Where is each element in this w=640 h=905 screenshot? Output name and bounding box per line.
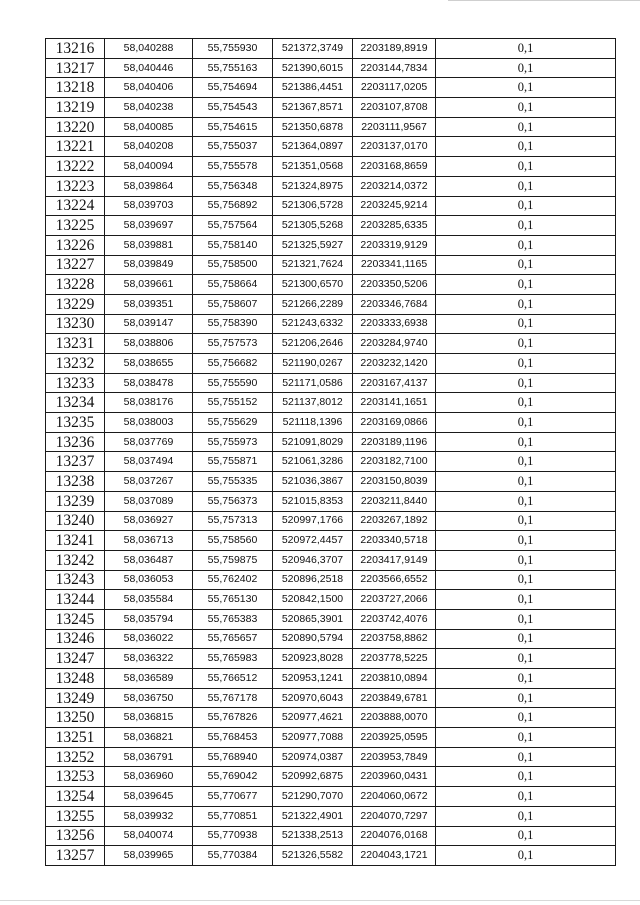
y-coordinate-cell: 2203888,0070 <box>353 708 436 728</box>
point-id-cell: 13237 <box>46 452 105 472</box>
latitude-cell: 58,037494 <box>105 452 193 472</box>
y-coordinate-cell: 2203727,2066 <box>353 590 436 610</box>
latitude-cell: 58,036589 <box>105 669 193 689</box>
x-coordinate-cell: 521325,5927 <box>273 235 353 255</box>
accuracy-cell: 0,1 <box>436 747 616 767</box>
point-id-cell: 13249 <box>46 688 105 708</box>
point-id-cell: 13246 <box>46 629 105 649</box>
y-coordinate-cell: 2203232,1420 <box>353 354 436 374</box>
accuracy-cell: 0,1 <box>436 255 616 275</box>
x-coordinate-cell: 521324,8975 <box>273 176 353 196</box>
accuracy-cell: 0,1 <box>436 98 616 118</box>
longitude-cell: 55,756892 <box>193 196 273 216</box>
longitude-cell: 55,755590 <box>193 373 273 393</box>
y-coordinate-cell: 2203742,4076 <box>353 609 436 629</box>
point-id-cell: 13241 <box>46 531 105 551</box>
point-id-cell: 13235 <box>46 413 105 433</box>
accuracy-cell: 0,1 <box>436 78 616 98</box>
accuracy-cell: 0,1 <box>436 846 616 866</box>
longitude-cell: 55,770384 <box>193 846 273 866</box>
accuracy-cell: 0,1 <box>436 176 616 196</box>
latitude-cell: 58,040074 <box>105 826 193 846</box>
y-coordinate-cell: 2203107,8708 <box>353 98 436 118</box>
point-id-cell: 13221 <box>46 137 105 157</box>
x-coordinate-cell: 521350,6878 <box>273 117 353 137</box>
longitude-cell: 55,755629 <box>193 413 273 433</box>
y-coordinate-cell: 2203953,7849 <box>353 747 436 767</box>
x-coordinate-cell: 521118,1396 <box>273 413 353 433</box>
longitude-cell: 55,765383 <box>193 609 273 629</box>
table-row <box>46 255 616 275</box>
latitude-cell: 58,038176 <box>105 393 193 413</box>
latitude-cell: 58,036791 <box>105 747 193 767</box>
x-coordinate-cell: 521300,6570 <box>273 275 353 295</box>
longitude-cell: 55,756373 <box>193 491 273 511</box>
point-id-cell: 13250 <box>46 708 105 728</box>
table-row <box>46 708 616 728</box>
accuracy-cell: 0,1 <box>436 413 616 433</box>
bottom-edge-line <box>0 900 640 901</box>
accuracy-cell: 0,1 <box>436 728 616 748</box>
latitude-cell: 58,039703 <box>105 196 193 216</box>
longitude-cell: 55,758664 <box>193 275 273 295</box>
point-id-cell: 13226 <box>46 235 105 255</box>
longitude-cell: 55,757313 <box>193 511 273 531</box>
y-coordinate-cell: 2203117,0205 <box>353 78 436 98</box>
table-row <box>46 137 616 157</box>
point-id-cell: 13242 <box>46 550 105 570</box>
longitude-cell: 55,766512 <box>193 669 273 689</box>
y-coordinate-cell: 2203284,9740 <box>353 334 436 354</box>
point-id-cell: 13239 <box>46 491 105 511</box>
y-coordinate-cell: 2203810,0894 <box>353 669 436 689</box>
accuracy-cell: 0,1 <box>436 531 616 551</box>
y-coordinate-cell: 2203566,6552 <box>353 570 436 590</box>
latitude-cell: 58,037769 <box>105 432 193 452</box>
latitude-cell: 58,040288 <box>105 39 193 59</box>
longitude-cell: 55,755335 <box>193 472 273 492</box>
x-coordinate-cell: 520972,4457 <box>273 531 353 551</box>
point-id-cell: 13228 <box>46 275 105 295</box>
longitude-cell: 55,758607 <box>193 294 273 314</box>
y-coordinate-cell: 2203168,8659 <box>353 157 436 177</box>
table-row <box>46 452 616 472</box>
x-coordinate-cell: 521338,2513 <box>273 826 353 846</box>
table-row <box>46 235 616 255</box>
longitude-cell: 55,765130 <box>193 590 273 610</box>
x-coordinate-cell: 521061,3286 <box>273 452 353 472</box>
latitude-cell: 58,038655 <box>105 354 193 374</box>
longitude-cell: 55,755037 <box>193 137 273 157</box>
y-coordinate-cell: 2203925,0595 <box>353 728 436 748</box>
x-coordinate-cell: 521322,4901 <box>273 806 353 826</box>
point-id-cell: 13247 <box>46 649 105 669</box>
x-coordinate-cell: 521266,2289 <box>273 294 353 314</box>
point-id-cell: 13225 <box>46 216 105 236</box>
latitude-cell: 58,036053 <box>105 570 193 590</box>
accuracy-cell: 0,1 <box>436 491 616 511</box>
latitude-cell: 58,040406 <box>105 78 193 98</box>
latitude-cell: 58,039645 <box>105 787 193 807</box>
latitude-cell: 58,040094 <box>105 157 193 177</box>
table-row <box>46 570 616 590</box>
x-coordinate-cell: 521305,5268 <box>273 216 353 236</box>
longitude-cell: 55,756348 <box>193 176 273 196</box>
table-row <box>46 806 616 826</box>
y-coordinate-cell: 2203960,0431 <box>353 767 436 787</box>
accuracy-cell: 0,1 <box>436 39 616 59</box>
table-row <box>46 669 616 689</box>
point-id-cell: 13243 <box>46 570 105 590</box>
y-coordinate-cell: 2203778,5225 <box>353 649 436 669</box>
accuracy-cell: 0,1 <box>436 767 616 787</box>
x-coordinate-cell: 521290,7070 <box>273 787 353 807</box>
x-coordinate-cell: 521367,8571 <box>273 98 353 118</box>
point-id-cell: 13245 <box>46 609 105 629</box>
longitude-cell: 55,758500 <box>193 255 273 275</box>
table-row <box>46 98 616 118</box>
x-coordinate-cell: 520953,1241 <box>273 669 353 689</box>
longitude-cell: 55,756682 <box>193 354 273 374</box>
y-coordinate-cell: 2203849,6781 <box>353 688 436 708</box>
y-coordinate-cell: 2203245,9214 <box>353 196 436 216</box>
table-row <box>46 826 616 846</box>
table-row <box>46 413 616 433</box>
accuracy-cell: 0,1 <box>436 294 616 314</box>
point-id-cell: 13256 <box>46 826 105 846</box>
accuracy-cell: 0,1 <box>436 629 616 649</box>
y-coordinate-cell: 2203285,6335 <box>353 216 436 236</box>
table-row <box>46 294 616 314</box>
table-row <box>46 688 616 708</box>
table-row <box>46 314 616 334</box>
longitude-cell: 55,758390 <box>193 314 273 334</box>
x-coordinate-cell: 521137,8012 <box>273 393 353 413</box>
latitude-cell: 58,036750 <box>105 688 193 708</box>
table-row <box>46 334 616 354</box>
x-coordinate-cell: 521372,3749 <box>273 39 353 59</box>
table-row <box>46 787 616 807</box>
table-row <box>46 846 616 866</box>
point-id-cell: 13232 <box>46 354 105 374</box>
point-id-cell: 13248 <box>46 669 105 689</box>
y-coordinate-cell: 2204070,7297 <box>353 806 436 826</box>
accuracy-cell: 0,1 <box>436 590 616 610</box>
point-id-cell: 13233 <box>46 373 105 393</box>
latitude-cell: 58,036322 <box>105 649 193 669</box>
table-row <box>46 432 616 452</box>
accuracy-cell: 0,1 <box>436 472 616 492</box>
x-coordinate-cell: 520896,2518 <box>273 570 353 590</box>
latitude-cell: 58,039697 <box>105 216 193 236</box>
longitude-cell: 55,767826 <box>193 708 273 728</box>
accuracy-cell: 0,1 <box>436 354 616 374</box>
y-coordinate-cell: 2203144,7834 <box>353 58 436 78</box>
longitude-cell: 55,768453 <box>193 728 273 748</box>
y-coordinate-cell: 2203319,9129 <box>353 235 436 255</box>
table-row <box>46 78 616 98</box>
longitude-cell: 55,758140 <box>193 235 273 255</box>
y-coordinate-cell: 2203182,7100 <box>353 452 436 472</box>
y-coordinate-cell: 2203169,0866 <box>353 413 436 433</box>
latitude-cell: 58,038003 <box>105 413 193 433</box>
y-coordinate-cell: 2203189,8919 <box>353 39 436 59</box>
table-row <box>46 117 616 137</box>
accuracy-cell: 0,1 <box>436 826 616 846</box>
longitude-cell: 55,755871 <box>193 452 273 472</box>
y-coordinate-cell: 2203340,5718 <box>353 531 436 551</box>
x-coordinate-cell: 521171,0586 <box>273 373 353 393</box>
y-coordinate-cell: 2203267,1892 <box>353 511 436 531</box>
point-id-cell: 13253 <box>46 767 105 787</box>
y-coordinate-cell: 2203346,7684 <box>353 294 436 314</box>
longitude-cell: 55,754615 <box>193 117 273 137</box>
y-coordinate-cell: 2203333,6938 <box>353 314 436 334</box>
latitude-cell: 58,039147 <box>105 314 193 334</box>
longitude-cell: 55,768940 <box>193 747 273 767</box>
latitude-cell: 58,036713 <box>105 531 193 551</box>
point-id-cell: 13236 <box>46 432 105 452</box>
x-coordinate-cell: 520946,3707 <box>273 550 353 570</box>
latitude-cell: 58,039661 <box>105 275 193 295</box>
x-coordinate-cell: 521321,7624 <box>273 255 353 275</box>
table-row <box>46 550 616 570</box>
latitude-cell: 58,036022 <box>105 629 193 649</box>
latitude-cell: 58,039849 <box>105 255 193 275</box>
point-id-cell: 13238 <box>46 472 105 492</box>
longitude-cell: 55,769042 <box>193 767 273 787</box>
accuracy-cell: 0,1 <box>436 787 616 807</box>
point-id-cell: 13240 <box>46 511 105 531</box>
table-row <box>46 511 616 531</box>
table-row <box>46 728 616 748</box>
table-row <box>46 747 616 767</box>
point-id-cell: 13230 <box>46 314 105 334</box>
latitude-cell: 58,036487 <box>105 550 193 570</box>
y-coordinate-cell: 2203150,8039 <box>353 472 436 492</box>
table-row <box>46 590 616 610</box>
longitude-cell: 55,770677 <box>193 787 273 807</box>
point-id-cell: 13252 <box>46 747 105 767</box>
accuracy-cell: 0,1 <box>436 275 616 295</box>
table-row <box>46 373 616 393</box>
y-coordinate-cell: 2203214,0372 <box>353 176 436 196</box>
x-coordinate-cell: 520865,3901 <box>273 609 353 629</box>
y-coordinate-cell: 2203167,4137 <box>353 373 436 393</box>
latitude-cell: 58,040085 <box>105 117 193 137</box>
y-coordinate-cell: 2203137,0170 <box>353 137 436 157</box>
table-row <box>46 629 616 649</box>
accuracy-cell: 0,1 <box>436 452 616 472</box>
latitude-cell: 58,036821 <box>105 728 193 748</box>
x-coordinate-cell: 520970,6043 <box>273 688 353 708</box>
longitude-cell: 55,765983 <box>193 649 273 669</box>
latitude-cell: 58,039351 <box>105 294 193 314</box>
latitude-cell: 58,039881 <box>105 235 193 255</box>
x-coordinate-cell: 520890,5794 <box>273 629 353 649</box>
latitude-cell: 58,039864 <box>105 176 193 196</box>
point-id-cell: 13257 <box>46 846 105 866</box>
table-row <box>46 216 616 236</box>
latitude-cell: 58,037267 <box>105 472 193 492</box>
accuracy-cell: 0,1 <box>436 511 616 531</box>
table-row <box>46 491 616 511</box>
longitude-cell: 55,767178 <box>193 688 273 708</box>
x-coordinate-cell: 520997,1766 <box>273 511 353 531</box>
table-row <box>46 531 616 551</box>
table-body <box>46 39 616 866</box>
table-row <box>46 393 616 413</box>
point-id-cell: 13224 <box>46 196 105 216</box>
latitude-cell: 58,036960 <box>105 767 193 787</box>
x-coordinate-cell: 520923,8028 <box>273 649 353 669</box>
accuracy-cell: 0,1 <box>436 688 616 708</box>
latitude-cell: 58,035794 <box>105 609 193 629</box>
latitude-cell: 58,040208 <box>105 137 193 157</box>
table-row <box>46 157 616 177</box>
accuracy-cell: 0,1 <box>436 649 616 669</box>
y-coordinate-cell: 2203141,1651 <box>353 393 436 413</box>
point-id-cell: 13217 <box>46 58 105 78</box>
table-row <box>46 354 616 374</box>
table-row <box>46 58 616 78</box>
accuracy-cell: 0,1 <box>436 334 616 354</box>
top-edge-line <box>448 0 640 1</box>
accuracy-cell: 0,1 <box>436 432 616 452</box>
x-coordinate-cell: 520974,0387 <box>273 747 353 767</box>
latitude-cell: 58,036815 <box>105 708 193 728</box>
x-coordinate-cell: 520977,4621 <box>273 708 353 728</box>
x-coordinate-cell: 521206,2646 <box>273 334 353 354</box>
accuracy-cell: 0,1 <box>436 669 616 689</box>
point-id-cell: 13255 <box>46 806 105 826</box>
longitude-cell: 55,754694 <box>193 78 273 98</box>
latitude-cell: 58,038806 <box>105 334 193 354</box>
accuracy-cell: 0,1 <box>436 570 616 590</box>
accuracy-cell: 0,1 <box>436 708 616 728</box>
accuracy-cell: 0,1 <box>436 806 616 826</box>
y-coordinate-cell: 2203189,1196 <box>353 432 436 452</box>
point-id-cell: 13218 <box>46 78 105 98</box>
accuracy-cell: 0,1 <box>436 216 616 236</box>
accuracy-cell: 0,1 <box>436 314 616 334</box>
point-id-cell: 13244 <box>46 590 105 610</box>
accuracy-cell: 0,1 <box>436 137 616 157</box>
x-coordinate-cell: 521351,0568 <box>273 157 353 177</box>
point-id-cell: 13223 <box>46 176 105 196</box>
point-id-cell: 13251 <box>46 728 105 748</box>
accuracy-cell: 0,1 <box>436 157 616 177</box>
accuracy-cell: 0,1 <box>436 550 616 570</box>
x-coordinate-cell: 520977,7088 <box>273 728 353 748</box>
accuracy-cell: 0,1 <box>436 196 616 216</box>
point-id-cell: 13227 <box>46 255 105 275</box>
point-id-cell: 13220 <box>46 117 105 137</box>
longitude-cell: 55,755152 <box>193 393 273 413</box>
x-coordinate-cell: 521306,5728 <box>273 196 353 216</box>
accuracy-cell: 0,1 <box>436 58 616 78</box>
coordinates-table <box>45 38 616 866</box>
latitude-cell: 58,040446 <box>105 58 193 78</box>
x-coordinate-cell: 521036,3867 <box>273 472 353 492</box>
x-coordinate-cell: 521015,8353 <box>273 491 353 511</box>
longitude-cell: 55,755973 <box>193 432 273 452</box>
accuracy-cell: 0,1 <box>436 235 616 255</box>
x-coordinate-cell: 521364,0897 <box>273 137 353 157</box>
table-row <box>46 39 616 59</box>
point-id-cell: 13219 <box>46 98 105 118</box>
longitude-cell: 55,757573 <box>193 334 273 354</box>
accuracy-cell: 0,1 <box>436 393 616 413</box>
longitude-cell: 55,757564 <box>193 216 273 236</box>
x-coordinate-cell: 521243,6332 <box>273 314 353 334</box>
table-row <box>46 275 616 295</box>
point-id-cell: 13216 <box>46 39 105 59</box>
y-coordinate-cell: 2203417,9149 <box>353 550 436 570</box>
longitude-cell: 55,770938 <box>193 826 273 846</box>
table-row <box>46 196 616 216</box>
latitude-cell: 58,040238 <box>105 98 193 118</box>
y-coordinate-cell: 2203211,8440 <box>353 491 436 511</box>
latitude-cell: 58,037089 <box>105 491 193 511</box>
y-coordinate-cell: 2203758,8862 <box>353 629 436 649</box>
point-id-cell: 13229 <box>46 294 105 314</box>
longitude-cell: 55,765657 <box>193 629 273 649</box>
accuracy-cell: 0,1 <box>436 373 616 393</box>
longitude-cell: 55,755930 <box>193 39 273 59</box>
x-coordinate-cell: 520992,6875 <box>273 767 353 787</box>
x-coordinate-cell: 521190,0267 <box>273 354 353 374</box>
table-row <box>46 472 616 492</box>
longitude-cell: 55,755578 <box>193 157 273 177</box>
point-id-cell: 13231 <box>46 334 105 354</box>
latitude-cell: 58,038478 <box>105 373 193 393</box>
longitude-cell: 55,754543 <box>193 98 273 118</box>
table-row <box>46 609 616 629</box>
y-coordinate-cell: 2203111,9567 <box>353 117 436 137</box>
longitude-cell: 55,758560 <box>193 531 273 551</box>
x-coordinate-cell: 521386,4451 <box>273 78 353 98</box>
point-id-cell: 13222 <box>46 157 105 177</box>
longitude-cell: 55,762402 <box>193 570 273 590</box>
longitude-cell: 55,755163 <box>193 58 273 78</box>
x-coordinate-cell: 521091,8029 <box>273 432 353 452</box>
longitude-cell: 55,770851 <box>193 806 273 826</box>
longitude-cell: 55,759875 <box>193 550 273 570</box>
x-coordinate-cell: 520842,1500 <box>273 590 353 610</box>
accuracy-cell: 0,1 <box>436 609 616 629</box>
x-coordinate-cell: 521326,5582 <box>273 846 353 866</box>
latitude-cell: 58,039932 <box>105 806 193 826</box>
y-coordinate-cell: 2204043,1721 <box>353 846 436 866</box>
table-row <box>46 176 616 196</box>
y-coordinate-cell: 2204060,0672 <box>353 787 436 807</box>
y-coordinate-cell: 2203350,5206 <box>353 275 436 295</box>
accuracy-cell: 0,1 <box>436 117 616 137</box>
latitude-cell: 58,035584 <box>105 590 193 610</box>
latitude-cell: 58,036927 <box>105 511 193 531</box>
table-row <box>46 649 616 669</box>
point-id-cell: 13254 <box>46 787 105 807</box>
table-row <box>46 767 616 787</box>
x-coordinate-cell: 521390,6015 <box>273 58 353 78</box>
y-coordinate-cell: 2203341,1165 <box>353 255 436 275</box>
y-coordinate-cell: 2204076,0168 <box>353 826 436 846</box>
point-id-cell: 13234 <box>46 393 105 413</box>
latitude-cell: 58,039965 <box>105 846 193 866</box>
